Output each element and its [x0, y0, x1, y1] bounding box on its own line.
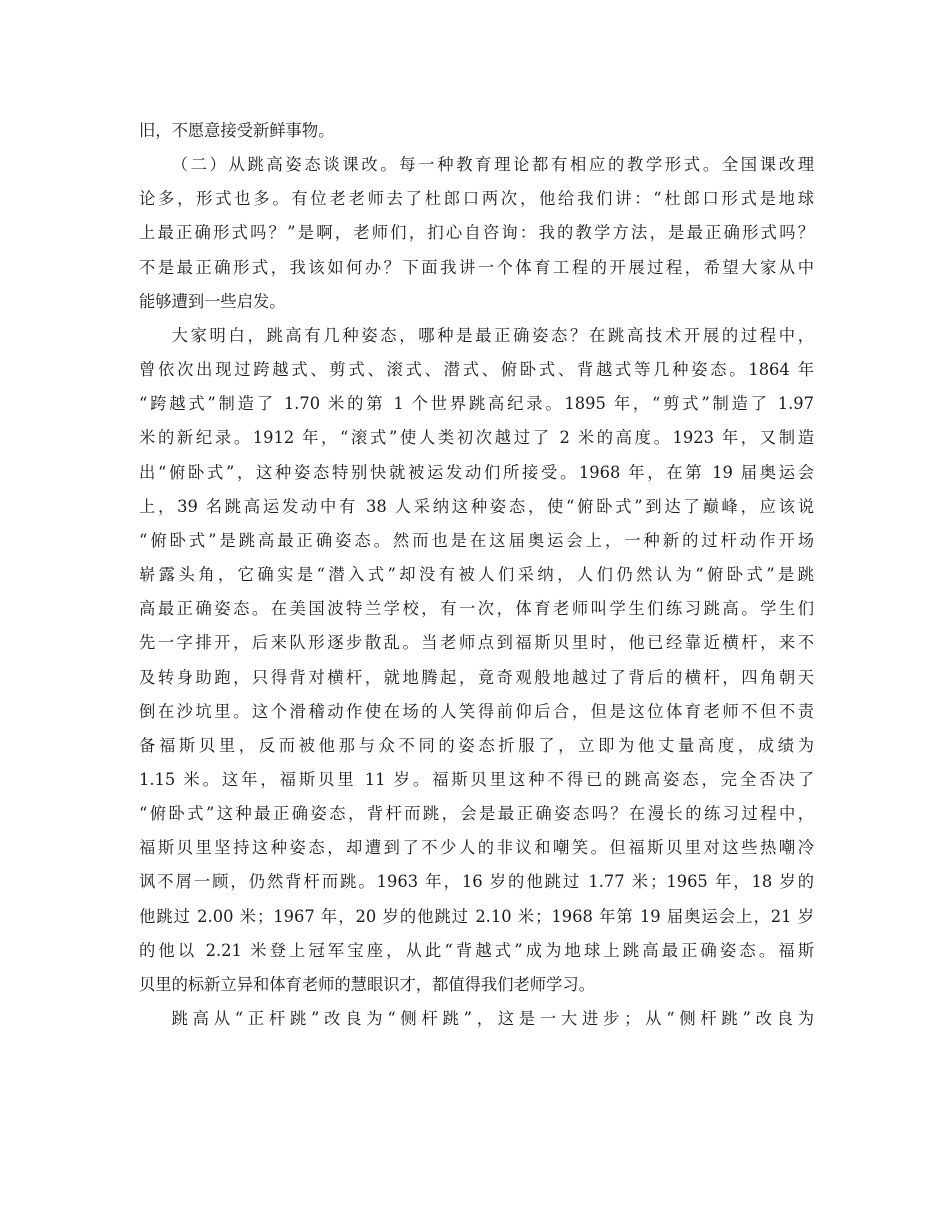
- text-line: 出“俯卧式”，这种姿态特别快就被运发动们所接受。1968 年，在第 19 届奥运会: [139, 462, 814, 482]
- text-line: 他跳过 2.00 米；1967 年，20 岁的他跳过 2.10 米；1968 年第 19 届奥运会上，21 岁: [139, 906, 814, 926]
- text-line: 上最正确形式吗？”是啊，老师们，扪心自咨询：我的教学方法，是最正确形式吗？: [139, 223, 814, 243]
- paragraph: [139, 1002, 814, 1036]
- text-line: 1.15 米。这年，福斯贝里 11 岁。福斯贝里这种不得已的跳高姿态，完全否决了: [139, 769, 814, 789]
- text-line: 上，39 名跳高运发动中有 38 人采纳这种姿态，使“俯卧式”到达了巅峰，应该说: [139, 496, 814, 516]
- text-line: 贝里的标新立异和体育老师的慧眼识才，都值得我们老师学习。: [139, 974, 595, 994]
- text-line: 先一字排开，后来队形逐步散乱。当老师点到福斯贝里时，他已经靠近横杆，来不: [139, 633, 814, 653]
- paragraph: [139, 148, 814, 319]
- paragraph: [139, 114, 814, 148]
- text-line: 大家明白，跳高有几种姿态，哪种是最正确姿态？在跳高技术开展的过程中，: [171, 325, 814, 345]
- text-line: 倒在沙坑里。这个滑稽动作使在场的人笑得前仰后合，但是这位体育老师不但不责: [139, 701, 814, 721]
- text-line: “跨越式”制造了 1.70 米的第 1 个世界跳高纪录。1895 年，“剪式”制造了 1.97: [139, 394, 814, 414]
- text-line: 跳高从“正杆跳”改良为“侧杆跳”，这是一大进步；从“侧杆跳”改良为: [171, 1009, 814, 1029]
- text-line: 能够遭到一些启发。: [139, 291, 286, 311]
- text-line: “俯卧式”是跳高最正确姿态。然而也是在这届奥运会上，一种新的过杆动作开场: [139, 530, 814, 550]
- text-line: 福斯贝里坚持这种姿态，却遭到了不少人的非议和嘲笑。但福斯贝里对这些热嘲冷: [139, 838, 814, 858]
- document-body: [139, 114, 814, 1036]
- text-line: 高最正确姿态。在美国波特兰学校，有一次，体育老师叫学生们练习跳高。学生们: [139, 599, 814, 619]
- text-line: 不是最正确形式，我该如何办？下面我讲一个体育工程的开展过程，希望大家从中: [139, 257, 814, 277]
- text-line: 米的新纪录。1912 年，“滚式”使人类初次越过了 2 米的高度。1923 年，又制造: [139, 428, 814, 448]
- text-line: 的他以 2.21 米登上冠军宝座，从此“背越式”成为地球上跳高最正确姿态。福斯: [139, 940, 814, 960]
- text-line: （二）从跳高姿态谈课改。每一种教育理论都有相应的教学形式。全国课改理: [171, 155, 814, 175]
- paragraph: [139, 319, 814, 1002]
- text-line: “俯卧式”这种最正确姿态，背杆而跳，会是最正确姿态吗？在漫长的练习过程中，: [139, 804, 814, 824]
- text-line: 旧，不愿意接受新鲜事物。: [139, 121, 335, 140]
- text-line: 曾依次出现过跨越式、剪式、滚式、潜式、俯卧式、背越式等几种姿态。1864 年: [139, 360, 814, 380]
- text-line: 论多，形式也多。有位老老师去了杜郎口两次，他给我们讲：“杜郎口形式是地球: [139, 189, 814, 209]
- text-line: 讽不屑一顾，仍然背杆而跳。1963 年，16 岁的他跳过 1.77 米；1965 年，18 岁的: [139, 872, 814, 892]
- text-line: 及转身助跑，只得背对横杆，就地腾起，竟奇观般地越过了背后的横杆，四角朝天: [139, 667, 814, 687]
- text-line: 崭露头角，它确实是“潜入式”却没有被人们采纳，人们仍然认为“俯卧式”是跳: [139, 565, 814, 585]
- text-line: 备福斯贝里，反而被他那与众不同的姿态折服了，立即为他丈量高度，成绩为: [139, 735, 814, 755]
